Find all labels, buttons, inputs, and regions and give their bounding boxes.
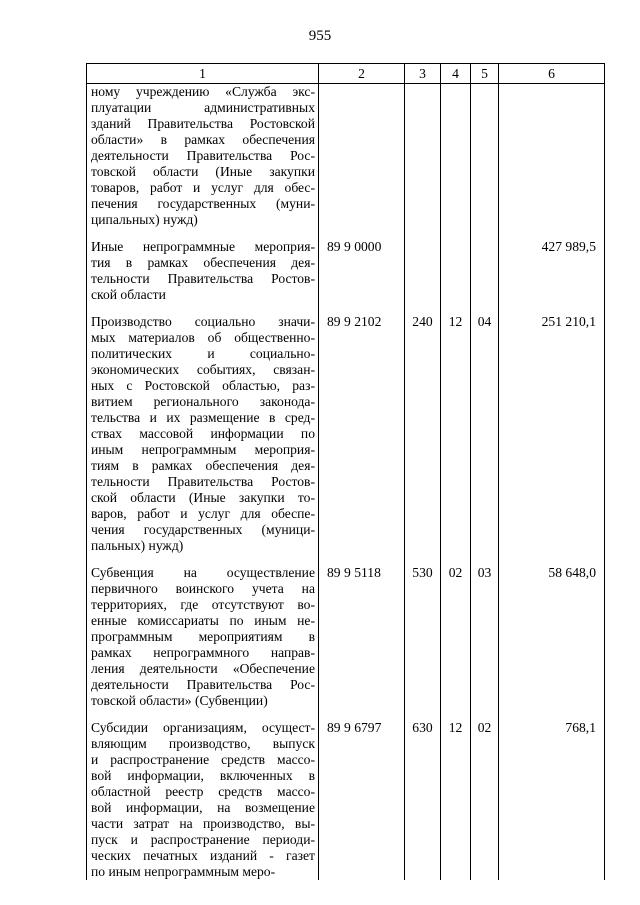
header-col-2: 2 <box>319 64 405 84</box>
spacer-cell <box>319 303 405 314</box>
item-name-line: деятельности Правительства Рос- <box>91 148 315 163</box>
item-name-line: по иным непрограммным меро- <box>91 864 276 879</box>
item-name-line: Иные непрограммные мероприя- <box>91 239 315 254</box>
table-row <box>87 239 605 303</box>
target-article-cell: 89 9 0000 <box>319 239 405 303</box>
subsection-cell <box>471 84 499 229</box>
header-col-3: 3 <box>405 64 441 84</box>
item-name-line: Субсидии организациям, осущест- <box>91 720 315 735</box>
item-name-line: ствах массовой информации по <box>91 426 315 441</box>
item-name-cell <box>87 720 319 880</box>
item-name-line: товской области (Иные закупки <box>91 164 315 179</box>
spacer-cell <box>441 554 471 565</box>
item-name-line: плуатации административных <box>91 100 315 115</box>
target-article-cell: 89 9 6797 <box>319 720 405 880</box>
expense-type-cell: 240 <box>405 314 441 554</box>
item-name-line: части затрат на производство, вы- <box>91 816 315 831</box>
item-name-line: первичного воинского учета на <box>91 581 315 596</box>
header-row <box>87 64 605 84</box>
spacer-cell <box>87 228 319 239</box>
section-cell: 02 <box>441 565 471 709</box>
item-name-cell <box>87 565 319 709</box>
spacer-cell <box>319 228 405 239</box>
page-number: 955 <box>308 28 332 44</box>
spacer-cell <box>471 303 499 314</box>
item-name-line: ных с Ростовской областью, раз- <box>91 378 315 393</box>
spacer-cell <box>87 554 319 565</box>
spacer-cell <box>87 303 319 314</box>
item-name-line: енные комиссариаты по иным не- <box>91 613 315 628</box>
item-name-line: пальных) нужд) <box>91 538 184 553</box>
item-name-line: печения государственных (муни- <box>91 196 315 211</box>
item-name-line: тельности Правительства Ростов- <box>91 271 315 286</box>
spacer-cell <box>471 709 499 720</box>
item-name-cell <box>87 314 319 554</box>
item-name-line: варов, работ и услуг для обеспе- <box>91 506 315 521</box>
item-name-line: пуск и распространение периоди- <box>91 832 315 847</box>
spacer-cell <box>499 554 605 565</box>
item-name-line: товской области» (Субвенции) <box>91 693 268 708</box>
spacer-cell <box>319 709 405 720</box>
expense-type-cell: 630 <box>405 720 441 880</box>
subsection-cell: 02 <box>471 720 499 880</box>
item-name-line: деятельности Правительства Рос- <box>91 677 315 692</box>
spacer-cell <box>405 228 441 239</box>
section-cell: 12 <box>441 314 471 554</box>
table-row <box>87 720 605 880</box>
item-name-line: вой информации, включенных в <box>91 768 315 783</box>
item-name-line: ческих печатных изданий - газет <box>91 848 315 863</box>
subsection-cell: 03 <box>471 565 499 709</box>
item-name-line: чения государственных (муници- <box>91 522 315 537</box>
expense-type-cell: 530 <box>405 565 441 709</box>
spacer-cell <box>499 303 605 314</box>
item-name-line: тельности Правительства Ростов- <box>91 474 315 489</box>
item-name-line: ской области (Иные закупки то- <box>91 490 315 505</box>
spacer-cell <box>405 554 441 565</box>
item-name-line: ской области <box>91 287 166 302</box>
spacer-cell <box>471 554 499 565</box>
spacer-cell <box>87 709 319 720</box>
header-col-5: 5 <box>471 64 499 84</box>
item-name-line: рамках непрограммного направ- <box>91 645 315 660</box>
table-row <box>87 314 605 554</box>
section-cell <box>441 239 471 303</box>
header-col-6: 6 <box>499 64 605 84</box>
item-name-line: программным мероприятиям в <box>91 629 315 644</box>
row-spacer <box>87 554 605 565</box>
header-col-4: 4 <box>441 64 471 84</box>
spacer-cell <box>441 709 471 720</box>
amount-cell <box>499 84 605 229</box>
table-row <box>87 565 605 709</box>
section-cell: 12 <box>441 720 471 880</box>
item-name-cell <box>87 239 319 303</box>
target-article-cell: 89 9 2102 <box>319 314 405 554</box>
item-name-line: ципальных) нужд) <box>91 212 198 227</box>
row-spacer <box>87 228 605 239</box>
item-name-line: иным непрограммным мероприя- <box>91 442 315 457</box>
item-name-line: Субвенция на осуществление <box>91 565 315 580</box>
item-name-line: тия в рамках обеспечения дея- <box>91 255 315 270</box>
budget-table <box>86 63 605 880</box>
amount-cell: 58 648,0 <box>499 565 605 709</box>
spacer-cell <box>441 303 471 314</box>
spacer-cell <box>499 228 605 239</box>
item-name-line: областной реестр средств массо- <box>91 784 315 799</box>
item-name-line: витием регионального законода- <box>91 394 315 409</box>
spacer-cell <box>405 709 441 720</box>
item-name-line: экономических событиях, связан- <box>91 362 315 377</box>
item-name-line: Производство социально значи- <box>91 314 315 329</box>
row-spacer <box>87 303 605 314</box>
subsection-cell <box>471 239 499 303</box>
subsection-cell: 04 <box>471 314 499 554</box>
item-name-cell <box>87 84 319 229</box>
spacer-cell <box>441 228 471 239</box>
spacer-cell <box>319 554 405 565</box>
item-name-line: тельства и их размещение в сред- <box>91 410 315 425</box>
item-name-line: ному учреждению «Служба экс- <box>91 84 315 99</box>
item-name-line: ления деятельности «Обеспечение <box>91 661 315 676</box>
amount-cell: 768,1 <box>499 720 605 880</box>
target-article-cell <box>319 84 405 229</box>
target-article-cell: 89 9 5118 <box>319 565 405 709</box>
item-name-line: политических и социально- <box>91 346 315 361</box>
amount-cell: 251 210,1 <box>499 314 605 554</box>
header-col-1: 1 <box>87 64 319 84</box>
section-cell <box>441 84 471 229</box>
spacer-cell <box>405 303 441 314</box>
expense-type-cell <box>405 239 441 303</box>
item-name-line: вой информации, на возмещение <box>91 800 315 815</box>
item-name-line: тиям в рамках обеспечения дея- <box>91 458 315 473</box>
item-name-line: и распространение средств массо- <box>91 752 315 767</box>
item-name-line: зданий Правительства Ростовской <box>91 116 315 131</box>
item-name-line: мых материалов об общественно- <box>91 330 315 345</box>
item-name-line: вляющим производство, выпуск <box>91 736 315 751</box>
item-name-line: территориях, где отсутствуют во- <box>91 597 315 612</box>
item-name-line: товаров, работ и услуг для обес- <box>91 180 315 195</box>
spacer-cell <box>471 228 499 239</box>
item-name-line: области» в рамках обеспечения <box>91 132 315 147</box>
expense-type-cell <box>405 84 441 229</box>
spacer-cell <box>499 709 605 720</box>
row-spacer <box>87 709 605 720</box>
amount-cell: 427 989,5 <box>499 239 605 303</box>
table-row <box>87 84 605 229</box>
